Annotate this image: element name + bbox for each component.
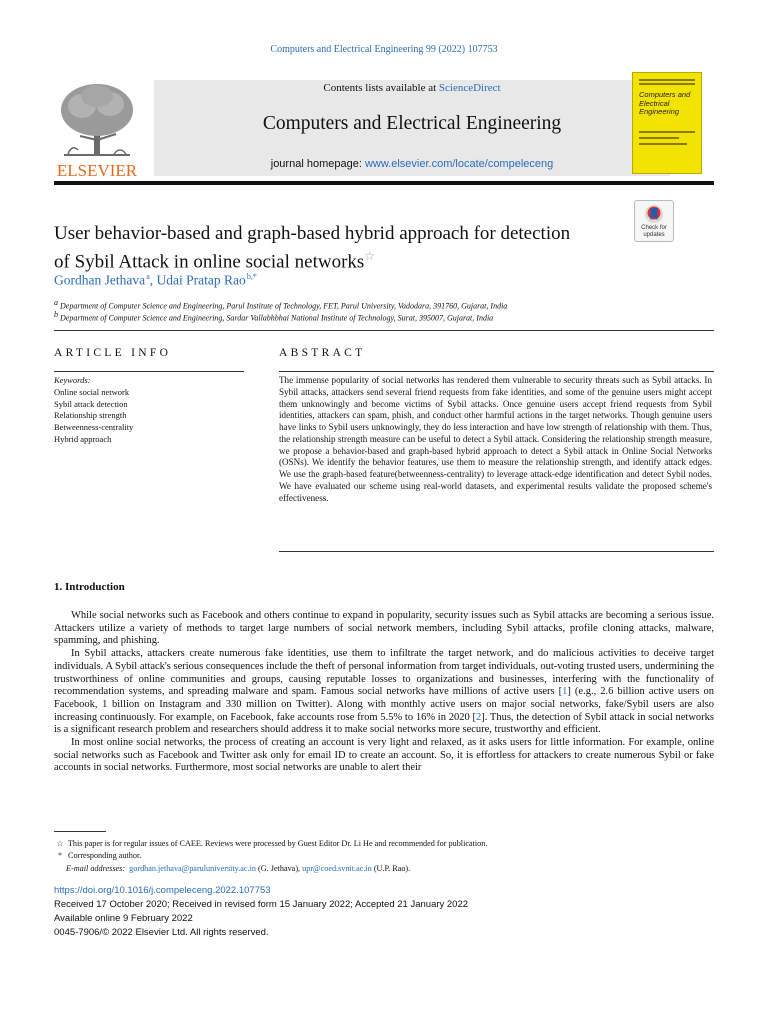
check-for-updates-button[interactable] <box>634 200 674 242</box>
received-dates: Received 17 October 2020; Received in revised form 15 January 2022; Accepted 21 January 2022 <box>54 899 469 910</box>
authors: Gordhan Jethava $^a$, Udai Pratap Rao $^{b,*}$ <box>54 272 257 288</box>
footnote-rule <box>54 831 106 832</box>
introduction-body <box>54 610 714 775</box>
keywords-label: Keywords: <box>54 375 91 385</box>
email-rao-link[interactable]: upr@coed.svnit.ac.in <box>302 863 372 873</box>
footnote-star-text: This paper is for regular issues of CAEE. Reviews were processed by Guest Editor Dr. Li He and recommended for publication. <box>67 839 488 848</box>
affiliation-b-mark: b <box>54 310 58 319</box>
footnote-star <box>54 838 714 850</box>
intro-paragraph-2 <box>54 648 714 737</box>
homepage-prefix: journal homepage: <box>270 158 365 170</box>
intro-paragraph-3: In most online social networks, the process of creating an account is very light and relaxed, as it asks users for little information. For example, online social networks such as Facebook and Twitter ask only for email ID to create an account. So, it is effortless for attackers to create numerous Sybil or fake accounts in social networks. Furthermore, most social networks are unable to alert their <box>54 737 714 774</box>
affiliation-a-mark: a <box>54 298 58 307</box>
cover-bar <box>639 83 695 85</box>
contents-line <box>154 82 670 94</box>
email-rao-owner: (U.P. Rao). <box>373 863 411 873</box>
available-online: Available online 9 February 2022 <box>54 913 193 924</box>
author-jethava-affil[interactable]: a <box>146 272 150 281</box>
masthead <box>54 72 714 180</box>
homepage-line <box>154 158 670 170</box>
elsevier-wordmark: ELSEVIER <box>56 161 138 180</box>
cover-bar <box>639 79 695 81</box>
sciencedirect-link[interactable]: ScienceDirect <box>438 82 501 94</box>
journal-cover <box>632 72 702 174</box>
elsevier-logo <box>54 80 140 180</box>
email-jethava-link[interactable]: gordhan.jethava@paruluniversity.ac.in <box>129 863 256 873</box>
citation-1-link[interactable]: 1 <box>562 686 568 698</box>
footnote-corr-text: Corresponding author. <box>68 851 142 861</box>
paper-title-line1: User behavior-based and graph-based hybrid approach for detection <box>54 223 571 244</box>
email-jethava-owner: (G. Jethava), <box>258 863 301 873</box>
footnote-corr-mark: * <box>57 851 63 861</box>
footnote-emails <box>54 863 714 875</box>
author-rao[interactable]: Udai Pratap Rao <box>156 272 246 288</box>
citation-2-link[interactable]: 2 <box>475 711 482 723</box>
author-jethava[interactable]: Gordhan Jethava <box>54 272 146 288</box>
title-footnote-star[interactable]: ☆ <box>364 249 376 263</box>
copyright: 0045-7906/© 2022 Elsevier Ltd. All rights reserved. <box>54 927 269 938</box>
abstract-text: The immense popularity of social networks has rendered them vulnerable to security threats such as Sybil attacks. In Sybil attacks, attackers send several friend requests from fake identities, and some of the genuine users might accept them unknowingly and become victims of Sybil attacks. Once genuine users accept friend requests from Sybil identities, attackers can spam, phish, and conduct other harmful actions in the target networks. Though genuine users have links to Sybil users unknowingly, they do less interaction and have low strength of relationship with them. Thus, the relationship strength measure can be useful to detect a Sybil attack. Considering the relationship strength measure, we propose a behavior-based and graph-based hybrid approach to detect a Sybil attack in Online Social Networks (OSNs). We identify the behavior features, use them to measure the relationship strength, and identify attack edges. We use the graph-based feature(betweenness-centrality) to leverage attack-edge identification and detect Sybil nodes. We have evaluated our scheme using real-world datasets, and experimental results validate the proposed scheme's effectiveness. <box>279 375 712 503</box>
email-label: E-mail addresses: <box>66 863 126 873</box>
cover-title: Computers and Electrical Engineering <box>639 90 691 116</box>
keyword-item: Hybrid approach <box>54 433 112 444</box>
introduction-heading: 1. Introduction <box>54 581 125 593</box>
article-info-rule <box>54 371 244 372</box>
journal-reference-link[interactable]: Computers and Electrical Engineering 99 (2022) 107753 <box>270 44 498 55</box>
paper-title <box>54 222 634 273</box>
keyword-item: Online social network <box>54 386 130 397</box>
doi-link[interactable]: https://doi.org/10.1016/j.compeleceng.2022.107753 <box>54 885 271 896</box>
article-info-heading: ARTICLE INFO <box>54 347 172 359</box>
cover-bar <box>639 131 695 133</box>
cover-bar <box>639 143 687 145</box>
keyword-item: Relationship strength <box>54 410 127 421</box>
affiliation-rule <box>54 330 714 331</box>
check-for-updates-label: Check for updates <box>641 225 667 238</box>
abstract-heading: ABSTRACT <box>279 347 366 359</box>
intro-p2-part-b: ] (e.g., 2.6 billion active users on Facebook, 1 billion on Instagram and 330 million on Twitter). Along with monthly active users on major social networks, fake/Sybil users are also increasing continuously. For example, on Facebook, fake accounts rose from 5.5% to 16% in 2020 [ <box>54 686 715 723</box>
contents-prefix: Contents lists available at <box>323 82 439 94</box>
affiliation-a <box>54 298 507 311</box>
keyword-item: Betweenness-centrality <box>54 422 134 433</box>
footnotes <box>54 838 714 875</box>
affiliation-a-text: Department of Computer Science and Engineering, Parul Institute of Technology, FET, Parul University, Vadodara, 391760, Gujarat, India <box>60 301 508 311</box>
intro-paragraph-1: While social networks such as Facebook and others continue to expand in popularity, security issues such as Sybil attacks are becoming a serious issue. Attackers utilize a variety of methods to target large numbers of social network members, including Sybil attacks, profile cloning attacks, malware, spamming, and phishing. <box>54 610 714 647</box>
journal-title: Computers and Electrical Engineering <box>262 113 562 134</box>
intro-p2-part-a: In Sybil attacks, attackers create numerous fake identities, use them to infiltrate the target network, and do malicious activities to deceive target individuals. A Sybil attack's serious consequences include the theft of personal information from target individuals, out-voting trusted users, undermining the trustworthiness of online communities and groups, causing reputable losses to organizations and businesses, interfering with the functionality of recommendation systems, and spreading malware and spam. Famous social networks have millions of active users [ <box>54 648 714 698</box>
affiliation-b-text: Department of Computer Science and Engineering, Sardar Vallabhbhai National Institute of Technology, Surat, 395007, Gujarat, India <box>60 313 494 323</box>
keyword-item: Sybil attack detection <box>54 398 128 409</box>
abstract-rule <box>279 371 714 372</box>
homepage-link[interactable]: www.elsevier.com/locate/compeleceng <box>364 158 554 170</box>
bookmark-icon <box>644 204 664 224</box>
abstract-bottom-rule <box>279 551 714 552</box>
footnote-star-mark: ☆ <box>56 839 64 848</box>
intro-p2-part-c: ]. Thus, the detection of Sybil attack in social networks is a significant research problem and researchers should address it to make social networks more secure, trustworthy and efficient. <box>54 711 714 736</box>
journal-box <box>154 80 670 176</box>
cover-bar <box>639 137 679 139</box>
affiliation-b <box>54 310 493 323</box>
tree-icon <box>54 80 140 180</box>
keywords-block <box>54 375 244 446</box>
author-rao-affil[interactable]: b,* <box>246 272 257 281</box>
footnote-corresponding <box>54 850 714 862</box>
masthead-rule <box>54 181 714 185</box>
paper-title-line2: of Sybil Attack in online social networks <box>54 251 365 273</box>
